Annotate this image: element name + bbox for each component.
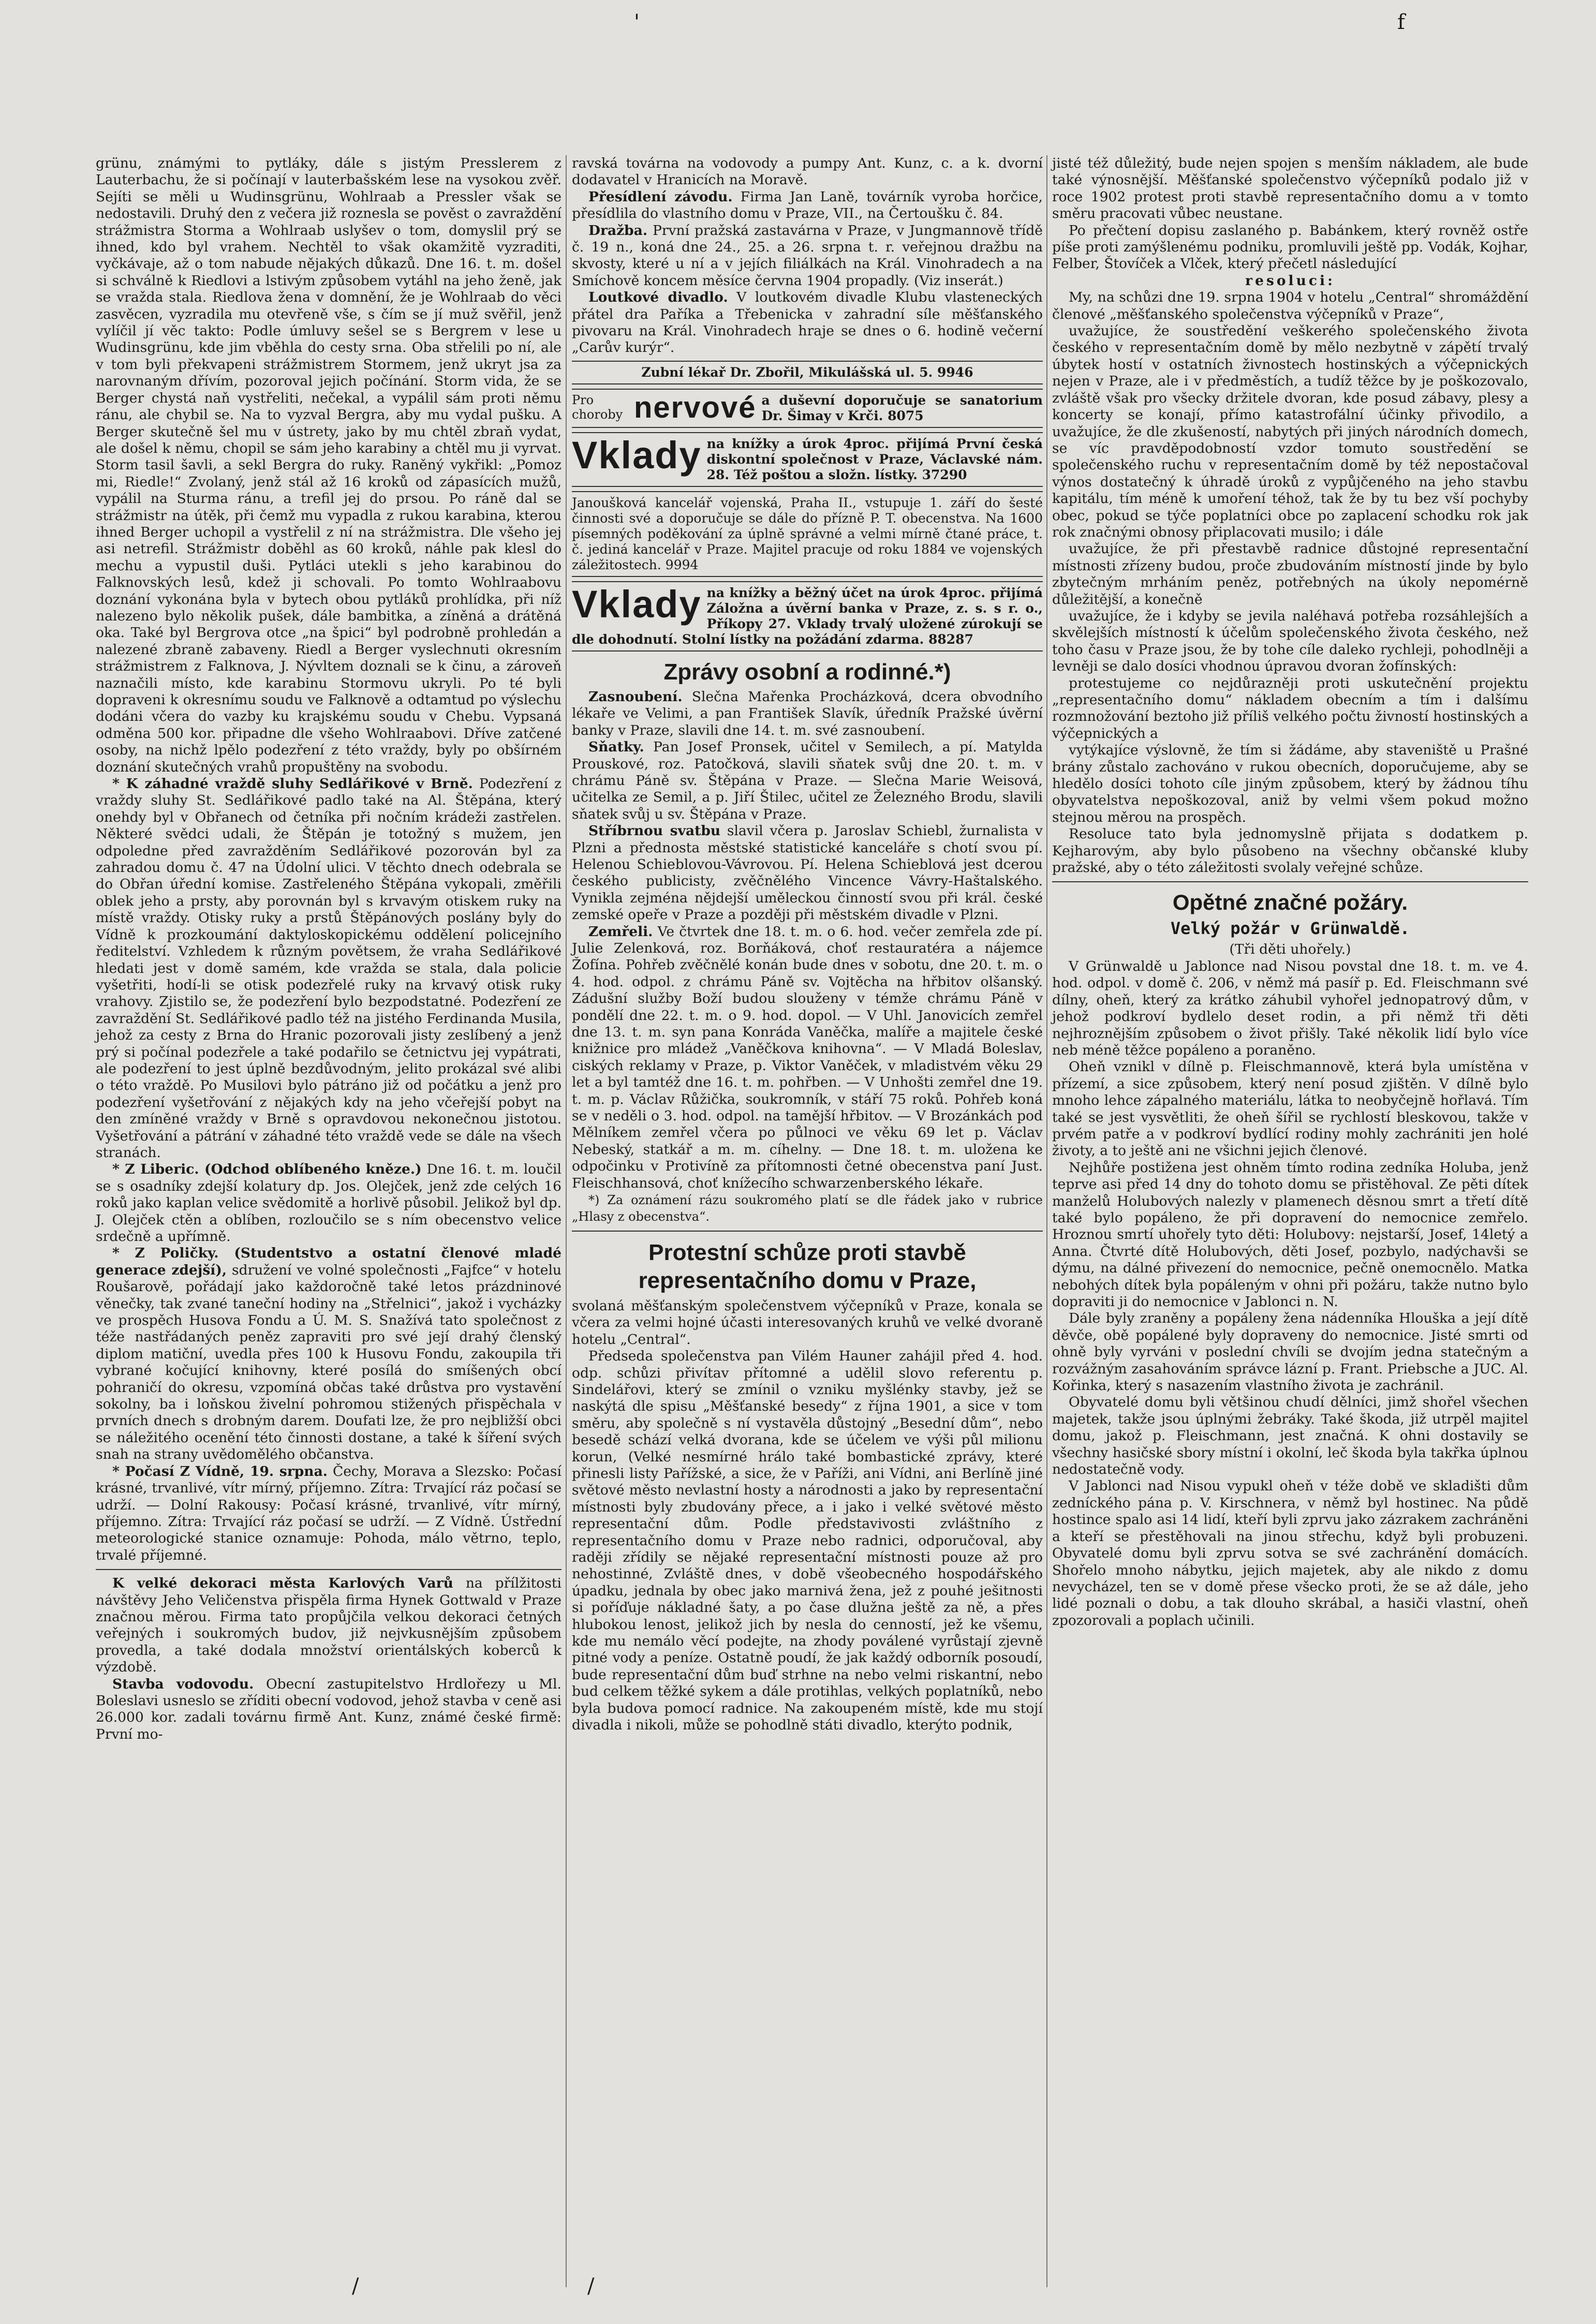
divider bbox=[1052, 881, 1528, 882]
grunwald-fire-heading: Velký požár v Grünwaldě. bbox=[1170, 919, 1410, 939]
fire-paragraph-1: V Grünwaldě u Jablonce nad Nisou povstal dne 18. t. m. ve 4. hod. odpol. v domě č. 206, v němž má pasíř p. Ed. Fleischmann své dílny, oheň, který za krátko záhubil vyhořel jednopatrový dům, v jehož podkroví bydlelo deset rodin, a při němž tři děti nejhroznějším způsobem o život přišly. Také několik lidí bylo více neb méně těžce popáleno a poraněno. bbox=[1052, 958, 1528, 1058]
deaths-text: Ve čtvrtek dne 18. t. m. o 6. hod. večer zemřela zde pí. Julie Zelenková, roz. Borňáková, choť restauratéra a nájemce Žofína. Pohřeb zvěčnělé konán bude dnes v sobotu, dne 20. t. m. o 4. hod. odpol. z chrámu Páně sv. Vojtěcha na hřbitov olšanský. Zádušní služby Boží budou slouženy v témže chrámu Páně v pondělí dne 22. t. m. o 9. hod. dopol. — V Uhl. Janovicích zemřel dne 13. t. m. syn pana Konráda Vaněčka, malíře a majitele české knižnice pro mládež „Vaněčkova knihovna“. — V Mladá Boleslav, ciských reklamy v Praze, p. Viktor Vaněček, v mladistvém věku 29 let a byl tamtéž dne 16. t. m. pohřben. — V Unhošti zemřel dne 19. t. m. p. Václav Růžička, soukromník, v stáří 75 roků. Pohřeb koná se v neděli o 3. hod. odpol. na tamější hřbitov. — V Brozánkách pod Mělníkem zemřel včera po půlnoci ve věku 69 let p. Václav Nebeský, statkář a m. m. cíhelny. — Dne 18. t. m. uložena ke odpočinku v Protivíně za přítomnosti četné obecenstva paní Just. Fleischhansová, choť knížecího schwarzenberského lékaře. bbox=[572, 923, 1043, 1191]
column-rule-2 bbox=[1046, 155, 1047, 2287]
footnote: *) Za oznámení rázu soukromého platí se dle řádek jako v rubrice „Hlasy z obecenstva“. bbox=[572, 1193, 1043, 1224]
grunwald-fire-subheading: (Tři děti uhořely.) bbox=[1229, 941, 1351, 958]
ad-sanatorium-big: nervové bbox=[634, 390, 757, 424]
protest-speakers: Po přečtení dopisu zaslaného p. Babánkem, který rovněž ostře píše proti zamýšlenému podniku, promluvili ještě pp. Vodák, Kojhar, Felber, Štovíček a Vlček, který přečetl následující bbox=[1052, 222, 1528, 272]
column-2 bbox=[572, 155, 1043, 1734]
page-mark-bottom-center: / bbox=[587, 2274, 595, 2298]
personal-news-heading: Zprávy osobní a rodinné.*) bbox=[663, 659, 951, 685]
ad-deposits-2-big: Vklady bbox=[572, 582, 702, 626]
resolution-heading: resoluci: bbox=[1245, 272, 1335, 289]
silver-wedding-text: slavil včera p. Jaroslav Schiebl, žurnalista v Plzni a přednosta městské statistické kanceláře s chotí svou pí. Helenou Schieblovou-Vávrovou. Pí. Helena Schieblová jest dcerou českého publicisty, zvěčnělého Vincence Vávry-Haštalského. Vynikla zejména nějdejší uměleckou činností svou při král. české zemské opeře v Praze a později při městském divadle v Plzni. bbox=[572, 823, 1043, 923]
divider bbox=[96, 1569, 561, 1570]
fire-paragraph-2: Oheň vznikl v dílně p. Fleischmannově, která byla umístěna v přízemí, a sice způsobem, který není posud zjištěn. V dílně bylo mnoho lehce zápalného materiálu, látka to neobyčejně hořlavá. Tím také se jest vysvětliti, že oheň šířil se rychlostí bleskovou, takže v prvém patře a v podkroví bydlící rodiny mohly zachrániti jen holé životy, a to ještě ani ne všichni jejich členové. bbox=[1052, 1059, 1528, 1159]
resolution-7: Resoluce tato byla jednomyslně přijata s dodatkem p. Kejharovým, aby bylo působeno na všechny občanské kluby pražské, aby o této záležitosti svolaly veřejné schůze. bbox=[1052, 826, 1528, 876]
ad-deposits-2 bbox=[572, 581, 1043, 652]
page-mark-right: f bbox=[1397, 10, 1405, 34]
liberec-heading: * Z Liberic. (Odchod oblíbeného kněze.) bbox=[112, 1161, 422, 1178]
resolution-4: uvažujíce, že i kdyby se jevila naléhavá potřeba rozsáhlejších a skvělejších místností k účelům společenského života českého, než toho času v Praze jsou, že by tohe cíle daleko rychleji, pohodlněji a levněji se dalo dosíci vhodnou úpravou dvoran žofínských: bbox=[1052, 608, 1528, 675]
brno-murder-text: Podezření z vraždy sluhy St. Sedlářikové padlo také na Al. Štěpána, který onehdy byl v Obřanech od četníka při nočním krádeži zastřelen. Některé svědci udali, že Štěpán je totožný s mužem, jen odpoledne před zavražděním Sedlářikové pozorován byl za zahradou domu č. 47 na Údolní ulici. V těchto dnech odebrala se do Obřan úřední komise. Zastřeleného Štěpána vykopali, změřili oblek jeho a prsty, aby porovnán byl s krvavým otiskem ruky na místě vraždy. Otisky ruky a prstů Štěpánových poslány byly do Vídně k prozkoumání daktyloskopickému oddělení policejního ředitelství. Vzhledem k různým povětsem, že vraha Sedlářikové hledati jest v domě samém, kde vražda se stala, dala policie vyšetřiti, hodí-li se otisk podezřelé ruky na krvavý otisk ruky vrahovy. Zjistilo se, že podezření bylo bezpodstatné. Podezření ze zavraždění St. Sedlářikové padlo též na jistého Ferdinanda Musila, jehož za cesty z Brna do Hranic pozorovali jisty zeslíbený a jenž prý si počínal podezřele a také podařilo se četnictvu jej vypátrati, ale podezření to jest úplně bezdůvodným, jelito prokázal své alibi o této vraždě. Po Musilovi bylo pátráno již od počátku a jenž pro podezření vyšetřování z nějakých kdy na jeho včeřejší pobyt na den zmíněné vraždy v Brně s opravdovou nekonečnou jistotou. Vyšetřování a pátrání v záhadné této vraždě vede se dále na všech stranách. bbox=[96, 776, 561, 1161]
ad-deposits-1 bbox=[572, 432, 1043, 487]
page-mark-bottom-left: / bbox=[352, 2274, 359, 2298]
fire-paragraph-3: Nejhůře postižena jest ohněm tímto rodina zedníka Holuba, jenž teprve asi před 14 dny do tohoto domu se přistěhoval. Ze pěti dítek manželů Holubových nalezly v plamenech děsnou smrt a třetí dítě také bylo popáleno, že při dopravení do nemocnice zemřelo. Hroznou smrtí uhořely tyto děti: Holubovy: nejstarší, Josef, 14letý a Anna. Čtvrté dítě Holubových, děti Josef, pozbylo, nadýchavši se dýmu, na dálné přivezení do nemocnice, pečně onemocnělo. Matka nebohých dítek byla popáleným v ohni při požáru, takže nutno bylo dopraviti ji do nemocnice v Jablonci n. N. bbox=[1052, 1159, 1528, 1310]
fire-paragraph-6: V Jablonci nad Nisou vypukl oheň v téže době ve skladišti dům zedníckého pána p. V. Kirschnera, v němž byl hostinec. Na půdě hostince spalo asi 14 lidí, kteří byli zprvu jako zázrakem zachráněni a kteří se přestěhovali na jinou střechu, když byli probuzeni. Obyvatelé domu byli zprvu sotva se své zachránění domácích. Shořelo mnoho nábytku, jejich majetek, aby ale nikdo z domu nevycházel, ten se v domě přese všecko proti, že se až dále, jeho lidé poznali o dobu, a tak dlouho skrábal, a hasiči vlastní, oheň zpozorovali a poplach učinili. bbox=[1052, 1478, 1528, 1629]
ad-deposits-2-text: na knížky a běžný účet na úrok 4proc. přijímá Záložna a úvěrní banka v Praze, z. s. s r. o., Příkopy 27. Vklady trvalý uložené zúrokují se dle dohodnutí. Stolní lístky na požádání zdarma. 88287 bbox=[572, 585, 1043, 647]
article-poachers: grünu, známými to pytláky, dále s jistým Presslerem z Lauterbachu, že si počínají v lauterbašském lese na vysokou zvěř. Sejíti se měli u Wudinsgrünu, Wohlraab a Pressler však se nedostavili. Druhý den z večera již roznesla se pověst o zavraždění strážmistra Storma a Wohlraab uslyšev o tom, domyslil prý se ihned, kdo byl vrahem. Nechtěl to však okamžitě vyzraditi, vyčkávaje, až o tom nabude nějakých důkazů. Dne 16. t. m. došel si schválně k Riedlovi a lstivým způsobem vytáhl na jeho ženě, jak se vražda stala. Riedlova žena v domnění, že je Wohlraab do věci zasvěcen, vyzradila mu otevřeně vše, s čím se jí muž svěřil, jenž vylíčil jí věc takto: Podle úmluvy sešel se s Bergrem v lese u Wudinsgrünu, kde jim vběhla do cesty srna. Oba střelili po ní, ale v tom byli překvapeni strážmistrem Stormem, jenž ukryt jsa za narovnaným dřívím, pozoroval jejich počínání. Storm vida, že se Berger chystá naň vystřeliti, nečekal, a vypálil sám proti němu ránu, ale chybil se. Na to vyzval Bergra, aby mu vydal pušku. A Berger skutečně šel mu v ústrety, jako by mu chtěl zbraň vydat, ale došel k němu, chopil se sám jeho karabiny a chtěl mu ji vyrvat. Storm tasil šavli, a sekl Bergra do ruky. Raněný vykřikl: „Pomoz mi, Riedle!“ Zvolaný, jenž stál až 16 kroků od zápasících mužů, vypálil na Sturma ránu, a trefil jej do prsou. Po ráně dal se strážmistr na útěk, při čemž mu vypadla z rukou karabina, kterou ihned Berger uchopil a vystřelil z ní na strážmistra. Dle všeho jej asi netrefil. Strážmistr doběhl as 60 kroků, náhle pak klesl do mechu a vypustil duši. Pytláci utekli s jeho karabinou do Falknovských lesů, kdež ji schovali. Po tomto Wohlraabovu doznání vykonána byla v bytech obou pytláků prohlídka, při níž nalezeno bylo několik pušek, dále bambitka, a zíněná a drátěná oka. Také byl Bergrova otce „na špici“ byl podrobně prohledán a nalezené zbraně zabaveny. Riedl a Berger vyslechnuti okresním strážmistrem z Falknova, J. Nývltem doznali se k činu, a zároveň naznačili místo, kde karabinu Stormovu ukryli. Po té byli dopraveni k okresnímu soudu ve Falknově a odtamtud po výslechu dodáni včera do vazby ku krajskému soudu v Chebu. Vypsaná odměna 500 kor. připadne dle všeho Wohlraabovi. Dříve zatčené osoby, na nichž lpělo podezření z této vraždy, byly po obšírném doznání skutečných vrahů propuštěny na svobodu. bbox=[96, 155, 561, 775]
puppet-heading: Loutkové divadlo. bbox=[588, 289, 728, 306]
ad-sanatorium-prefix: Pro choroby bbox=[572, 392, 623, 422]
engagement-text: Slečna Mařenka Procházková, dcera obvodního lékaře ve Velimi, a pan František Slavík, úředník Pražské úvěrní banky v Praze, slavili dne 14. t. m. své zasnoubení. bbox=[572, 688, 1043, 738]
fire-paragraph-5: Obyvatelé domu byli většinou chudí dělníci, jimž shořel všechen majetek, takže jsou úplnými žebráky. Také škoda, již utrpěl majitel domu, jakož p. Fleischmann, jest značná. K ohni dostavily se všechny hasičské sbory místní i okolní, leč škoda byla takřka úplnou nedostatečně vody. bbox=[1052, 1394, 1528, 1478]
column-3 bbox=[1052, 155, 1528, 1629]
deaths-heading: Zemřeli. bbox=[588, 923, 653, 940]
waterworks-text: Obecní zastupitelstvo Hrdlořezy u Ml. Boleslavi usneslo se zříditi obecní vodovod, jehož stavba v ceně asi 26.000 kor. zadali továrnu firmě Ant. Kunz, známé české firmě: První mo- bbox=[96, 1676, 561, 1742]
protest-text: Předseda společenstva pan Vilém Hauner zahájil před 4. hod. odp. schůzi přivítav přítomné a udělil slovo referentu p. Sindelářovi, který se zmínil o vzniku myšlénky stavby, jež se naskýtá dle spisu „Měšťanské besedy“ z října 1901, a sice v tom směru, aby společně s ní vystavěla důstojný „Besední dům“, nebo besedě schází velká dvorana, kde se účelem ve výši půl milionu korun, (Velké nesmírné hrálo také bombastické zprávy, které přinesli listy Pařížské, a sice, že v Paříži, ani Vídni, ani Berlíně jiné světové město nevlastní hosty a národnosti a jako by representační místnosti byly zbudovány přece, a i jako i velké světové město representační dům. Podle představivosti zvláštního z representačního domu v Praze nebo radnici, odporučoval, aby raději zřídily se nějaké representační místnosti pouze až pro nehostinné, Zvláště dnes, v době všeobecného hospodářského úpadku, jednala by obec jako marnivá žena, jež z pouhé ješitnosti si poříďuje nákladné šaty, a po čase dlužna ještě za ně, a přes hlubokou lenost, jelikož jich by nesla do cenností, jež ke všemu, kde mu nemálo věcí podejte, na zhody poválené vyrůstají zjevně pitné vody a peníze. Ostatně poudí, že jak každý odborník posoudí, bude representační dům buď strhne na nebo velmi riskantní, nebo bud celkem těžké sykem a dále protihlas, velkých poplatníků, nebo byla budova pomocí radnice. Na zakoupeném místě, kde mu stojí divadla i nikoli, může se pohodlně státi divadlo, kterýto podnik, bbox=[572, 1348, 1043, 1734]
page-mark-top: ' bbox=[634, 10, 640, 34]
ad-sanatorium bbox=[572, 389, 1043, 428]
policka-heading: * Z Poličky. (Studentstvo a ostatní členové mladé generace zdejší), bbox=[96, 1245, 561, 1278]
column-rule-1 bbox=[566, 155, 567, 2287]
ad-military-office bbox=[572, 491, 1043, 577]
fires-heading: Opětné značné požáry. bbox=[1172, 890, 1408, 915]
ad-sanatorium-text: a duševní doporučuje se sanatorium Dr. Šimay v Krči. 8075 bbox=[761, 392, 1043, 423]
puppet-text: V loutkovém divadle Klubu vlasteneckých přátel dra Paříka a Třebenicka v zahradní síle měšťanského pivovaru na Král. Vinohradech hraje se dnes o 6. hodině večerní „Carův kurýr“. bbox=[572, 289, 1043, 356]
weather-text: Čechy, Morava a Slezsko: Počasí krásné, trvanlivé, vítr mírný, příjemno. Zítra: Trvající ráz počasí se udrží. — Dolní Rakousy: Počasí krásné, trvanlivé, vítr mírný, příjemno. Zítra: Trvající ráz počasí se udrží. — Z Vídně. Ústřední meteorologické stanice oznamuje: Pohoda, málo větrno, teplo, trvalé příjemné. bbox=[96, 1463, 561, 1563]
relocation-heading: Přesídlení závodu. bbox=[588, 188, 733, 205]
weather-heading: * Počasí Z Vídně, 19. srpna. bbox=[112, 1463, 328, 1479]
ad-deposits-1-text: na knížky a úrok 4proc. přijímá První česká diskontní společnost v Praze, Václavské nám. 28. Též poštou a složn. lístky. 37290 bbox=[706, 436, 1043, 482]
karlovy-vary-text: na přílžitosti návštěvy Jeho Veličenstva přispěla firma Hynek Gottwald v Praze značnou měrou. Firma tato propůjčila velkou dekoraci četných veřejných i soukromých budov, již nejvkusnějším způsobem provedla, a také dodala množství orientálských koberců k výzdobě. bbox=[96, 1575, 561, 1676]
ad-dentist bbox=[572, 361, 1043, 384]
divider bbox=[572, 1231, 1043, 1232]
resolution-1: My, na schůzi dne 19. srpna 1904 v hotelu „Central“ shromáždění členové „měšťanského společenstva výčepníků v Praze“, bbox=[1052, 289, 1528, 322]
liberec-text: Dne 16. t. m. loučil se s osadníky zdejší kolatury dp. Jos. Olejček, jenž zde celých 16 roků jako kaplan velice svědomitě a horlivě působil. Jelikož byl dp. J. Olejček ctěn a oblíben, rozloučilo se s ním obecenstvo velice srdečně a upřímně. bbox=[96, 1161, 561, 1245]
relocation-text: Firma Jan Laně, továrník vyroba horčice, přesídlila do vlastního domu v Praze, VII., na Čertoušku č. 84. bbox=[572, 188, 1043, 222]
ad-dentist-text: Zubní lékař Dr. Zbořil, Mikulášská ul. 5. 9946 bbox=[641, 364, 973, 380]
resolution-6: vytýkajíce výslovně, že tím si žádáme, aby staveniště u Prašné brány zůstalo zachováno v rukou obecních, doporučujeme, aby se hledělo dosíci tohoto cíle jiným způsobem, který by žádnou tíhu obyvatelstva nepoškozoval, aniž by velmi všem pokud možno stejnou měrou na prospěch. bbox=[1052, 742, 1528, 825]
waterworks-cont: ravská továrna na vodovody a pumpy Ant. Kunz, c. a k. dvorní dodavatel v Hranicích na Moravě. bbox=[572, 155, 1043, 188]
waterworks-heading: Stavba vodovodu. bbox=[112, 1676, 254, 1692]
ad-military-office-text: Janoušková kancelář vojenská, Praha II., vstupuje 1. září do šesté činnosti své a doporučuje se dále do přízně P. T. obecenstva. Na 1600 písemných poděkování za úplně správné a velmi mírně čtané práce, t. č. jediná kancelář v Praze. Majitel pracuje od roku 1884 ve vojenských záležitostech. 9994 bbox=[572, 495, 1043, 572]
brno-murder-heading: * K záhadné vraždě sluhy Sedlářikové v Brně. bbox=[112, 776, 473, 792]
policka-text: sdružení ve volné společnosti „Fajfce“ v hotelu Roušarově, pořádají jako každoročně také letos prázdninové věnečky, tak zvané taneční hodiny na „Střelnici“, jakož i vycházky ve prospěch Husova Fondu a Ú. M. S. Snažívá tato společnost z téže nastřádaných peněz zapraviti pro své její drahý členský diplom matiční, uvedla přes 100 k Husovu Fondu, zakoupila tři vybrané kočující knihovny, které posílá do smíšených obcí pohraničí do okresu, vzpomíná občas také drůstva pro vystavění sokolny, ba i loňskou živelní pohromou stižených přispěchala v prvních dnech s drobným darem. Doufati lze, že pro nejbližší obci se náležitého ocenění této činnosti dostane, a také k šíření svých snah na strany uvědomělého občanstva. bbox=[96, 1262, 561, 1463]
resolution-3: uvažujíce, že při přestavbě radnice důstojné representační místnosti zřízeny budou, proče zbudováním místností jinde by bylo zbytečným mrháním peněz, potřebných na úkoly nepomérně důležitější, a konečně bbox=[1052, 541, 1528, 608]
silver-wedding-heading: Stříbrnou svatbu bbox=[588, 823, 721, 839]
protest-intro: svolaná měšťanským společenstvem výčepníků v Praze, konala se včera za velmi hojné účasti interesovaných kruhů ve velké dvoraně hotelu „Central“. bbox=[572, 1297, 1043, 1348]
protest-cont: jisté též důležitý, bude nejen spojen s menším nákladem, ale bude také výnosnější. Měšťanské společenstvo výčepníků podalo již v roce 1902 protest proti stavbě representačního domu a v tomto směru pracovati vůbec neustane. bbox=[1052, 155, 1528, 222]
resolution-5: protestujeme co nejdůrazněji proti uskutečnění projektu „representačního domu“ nákladem obecním a tím i dalšímu rozmnožování beztoho již příliš velkého počtu živností hostinských a výčepnických a bbox=[1052, 675, 1528, 742]
karlovy-vary-heading: K velké dekoraci města Karlových Varů bbox=[112, 1575, 453, 1592]
weddings-text: Pan Josef Pronsek, učitel v Semilech, a pí. Matylda Prouskové, roz. Patočková, slavili sňatek svůj dne 20. t. m. v chrámu Páně sv. Štěpána v Praze. — Slečna Marie Weisová, učitelka ze Semil, a p. Jiří Štilec, učitel ze Železného Brodu, slavili sňatek svůj u sv. Štěpána v Praze. bbox=[572, 739, 1043, 822]
auction-text: První pražská zastavárna v Praze, v Jungmannově třídě č. 19 n., koná dne 24., 25. a 26. srpna t. r. veřejnou dražbu na skvosty, které u ní a v jejích filiálkách na Král. Vinohradech a na Smíchově koncem měsíce června 1904 propadly. (Viz inserát.) bbox=[572, 222, 1043, 289]
ad-deposits-1-big: Vklady bbox=[572, 433, 702, 477]
resolution-2: uvažujíce, že soustředění veškerého společenského života českého v representačním domě by mělo nezbytně v zápětí trvalý úbytek hostí v ostatních živnostech hostinských a výčepnických nejen v Praze, ale i v předměstích, a tudíž těžce by je poškozovalo, zvláště však pro všecky držitele dvoran, kde posud zábavy, plesy a koncerty se konají, přímo katastrofální účinky přivodilo, a uvažujíce, že dle zkušeností, nabytých při jiných národních domech, se víc pravděpodobností vzdor tomuto soustředění se společenského ruchu v representačním domě by též nepostačoval výnos dostatečný k úhradě úroků z vypůjčeného na jeho stavbu kapitálu, tím méně k umoření téhož, tak že by tu bez vší pochyby obec, pokud se týče poplatníci obce po zaplacení schodku rok jak rok značnými obnosy připlacovati musilo; i dále bbox=[1052, 323, 1528, 540]
protest-heading: Protestní schůze proti stavbě representačního domu v Praze, bbox=[638, 1239, 977, 1293]
fire-paragraph-4: Dále byly zraněny a popáleny žena nádenníka Hlouška a její dítě děvče, obě popálené byly dopraveny do nemocnice. Jisté smrti od ohně byly vyrváni v poslední chvíli se dvojím jedna statečným a rozvážným zasahováním správce lázní p. Frant. Priebsche a JUC. Al. Kořinka, který s nasazením vlastního života je zachránil. bbox=[1052, 1310, 1528, 1394]
auction-heading: Dražba. bbox=[588, 222, 648, 239]
column-1 bbox=[96, 155, 561, 1743]
weddings-heading: Sňatky. bbox=[588, 739, 644, 756]
engagement-heading: Zasnoubení. bbox=[588, 688, 683, 705]
